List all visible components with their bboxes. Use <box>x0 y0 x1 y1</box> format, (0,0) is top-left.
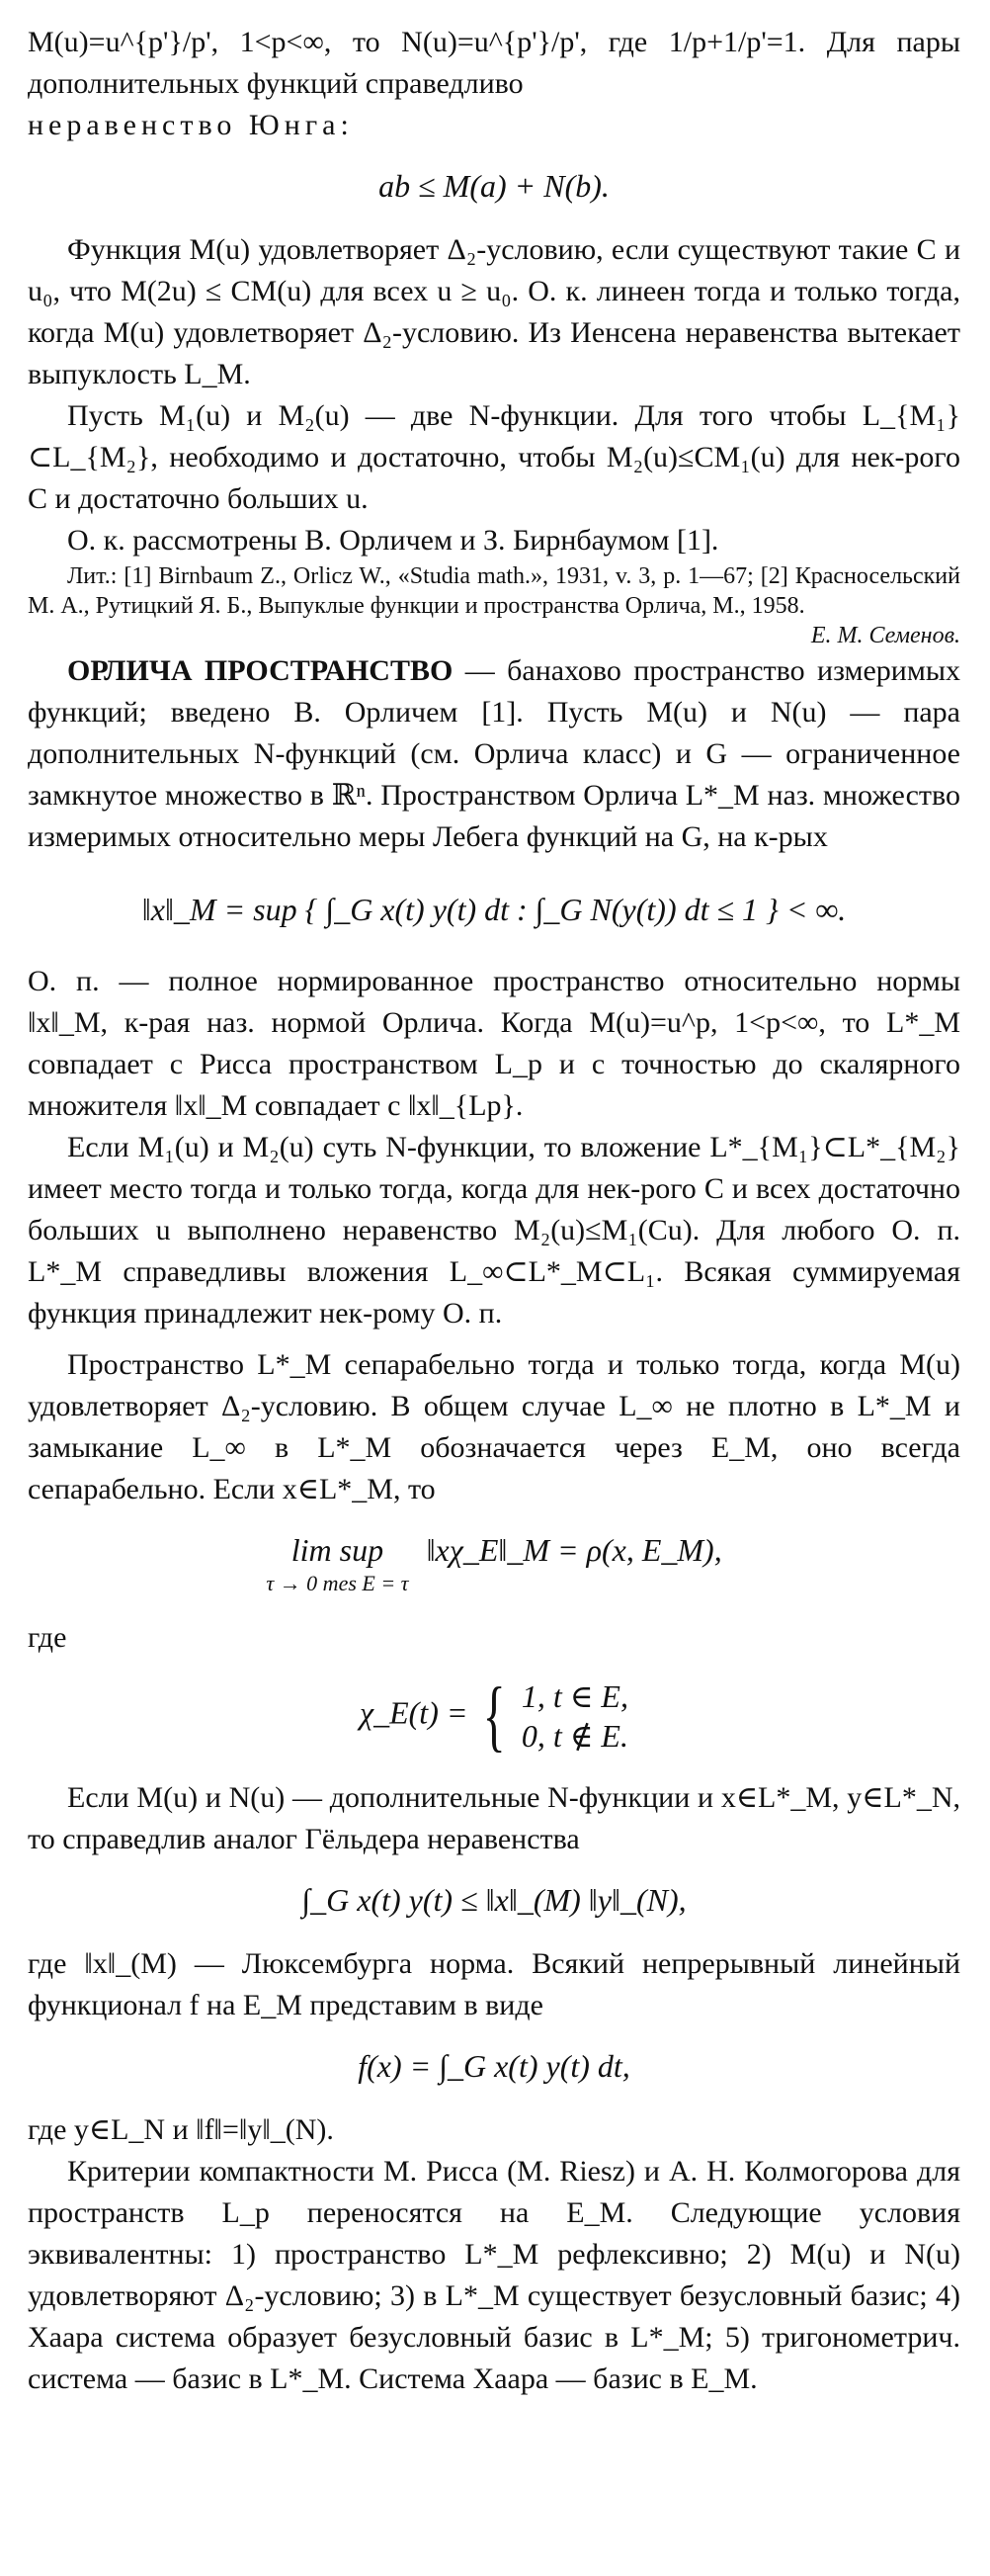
article-author: Е. М. Семенов. <box>810 623 960 648</box>
paragraph-holder: Если M(u) и N(u) — дополнительные N-функции и x∈L*_M, y∈L*_N, то справедлив аналог Гёльдера неравенства <box>28 1781 960 1855</box>
indicator-case-out: 0, t ∉ E. <box>521 1718 628 1754</box>
young-inequality-caption: неравенство Юнга: <box>28 109 354 141</box>
literature-references: Лит.: [1] Birnbaum Z., Orlicz W., «Studia math.», 1931, v. 3, p. 1—67; [2] Красносельский М. А., Рутицкий Я. Б., Выпуклые функции и пространства Орлича, М., 1958. <box>28 563 960 619</box>
paragraph-orlicz-norm: О. п. — полное нормированное пространство относительно нормы ‖x‖_M, к-рая наз. нормой Орлича. Когда M(u)=u^p, 1<p<∞, то L*_M совпадает с Рисса пространством L_p и с точностью до скалярного множителя ‖x‖_M совпадает с ‖x‖_{Lp}. <box>28 965 960 1122</box>
paragraph-separability: Пространство L*_M сепарабельно тогда и только тогда, когда M(u) удовлетворяет Δ₂-условию. В общем случае L_∞ не плотно в L*_M и замыкание L_∞ в L*_M обозначается через E_M, оно всегда сепарабельно. Если x∈L*_M, то <box>28 1348 960 1505</box>
paragraph-orlicz-space-definition <box>28 650 960 858</box>
paragraph-compactness-criteria: Критерии компактности М. Рисса (M. Riesz) и А. Н. Колмогорова для пространств L_p переносятся на E_M. Следующие условия эквивалентны: 1) пространство L*_M рефлексивно; 2) M(u) и N(u) удовлетворяют Δ₂-условию; 3) в L*_M существует безусловный базис; 4) Хаара система образует безусловный базис в L*_M; 5) тригонометрич. система — базис в L*_M. Система Хаара — базис в E_M. <box>28 2155 960 2395</box>
distance-formula <box>28 1528 960 1595</box>
indicator-case-in: 1, t ∈ E, <box>521 1678 628 1714</box>
holder-inequality-formula: ∫_G x(t) y(t) ≤ ‖x‖_(M) ‖y‖_(N), <box>301 1882 687 1918</box>
left-brace-icon: { <box>483 1673 507 1760</box>
indicator-lhs: χ_E(t) = <box>360 1694 468 1731</box>
lim-sup-operator <box>266 1528 408 1595</box>
definition-text: — банахово пространство измеримых функций; введено В. Орличем [1]. Пусть M(u) и N(u) — пара дополнительных N-функций (см. Орлича класс) и G — ограниченное замкнутое множество в ℝⁿ. Пространством Орлича L*_M наз. множество измеримых относительно меры Лебега функций на G, на к-рых <box>28 654 961 853</box>
where-label: где <box>28 1621 67 1654</box>
paragraph-luxemburg: где ‖x‖_(M) — Люксембурга норма. Всякий непрерывный линейный функционал f на E_M представим в виде <box>28 1947 960 2021</box>
paragraph-history: О. к. рассмотрены В. Орличем и З. Бирнбаумом [1]. <box>67 524 719 557</box>
distance-formula-rest: ‖xχ_E‖_M = ρ(x, E_M), <box>426 1532 722 1568</box>
paragraph-young-intro: M(u)=u^{p'}/p', 1<p<∞, то N(u)=u^{p'}/p', где 1/p+1/p'=1. Для пары дополнительных функций справедливо <box>28 26 960 100</box>
paragraph-embedding: Если M₁(u) и M₂(u) суть N-функции, то вложение L*_{M₁}⊂L*_{M₂} имеет место тогда и только тогда, когда для нек-рого C и всех достаточно больших u выполнено неравенство M₂(u)≤M₁(Cu). Для любого О. п. L*_M справедливы вложения L_∞⊂L*_M⊂L₁. Всякая суммируемая функция принадлежит нек-рому О. п. <box>28 1131 960 1330</box>
lim-sup-subscript: τ → 0 mes E = τ <box>266 1571 409 1595</box>
indicator-function-formula <box>28 1673 960 1760</box>
paragraph-inclusion: Пусть M₁(u) и M₂(u) — две N-функции. Для того чтобы L_{M₁}⊂L_{M₂}, необходимо и достаточно, чтобы M₂(u)≤CM₁(u) для нек-рого C и достаточно больших u. <box>28 399 960 515</box>
paragraph-functional-norm: где y∈L_N и ‖f‖=‖y‖_(N). <box>28 2113 334 2146</box>
article-heading: ОРЛИЧА ПРОСТРАНСТВО <box>67 654 454 687</box>
paragraph-delta2-condition: Функция M(u) удовлетворяет Δ₂-условию, если существуют такие C и u₀, что M(2u) ≤ CM(u) для всех u ≥ u₀. О. к. линеен тогда и только тогда, когда M(u) удовлетворяет Δ₂-условию. Из Иенсена неравенства вытекает выпуклость L_M. <box>28 233 960 390</box>
young-inequality-formula: ab ≤ M(a) + N(b). <box>378 168 610 204</box>
lim-sup-label: lim sup <box>290 1532 384 1568</box>
orlicz-norm-formula: ‖x‖_M = sup { ∫_G x(t) y(t) dt : ∫_G N(y(t)) dt ≤ 1 } < ∞. <box>141 892 847 927</box>
functional-representation-formula: f(x) = ∫_G x(t) y(t) dt, <box>358 2048 630 2084</box>
indicator-cases <box>522 1676 628 1756</box>
